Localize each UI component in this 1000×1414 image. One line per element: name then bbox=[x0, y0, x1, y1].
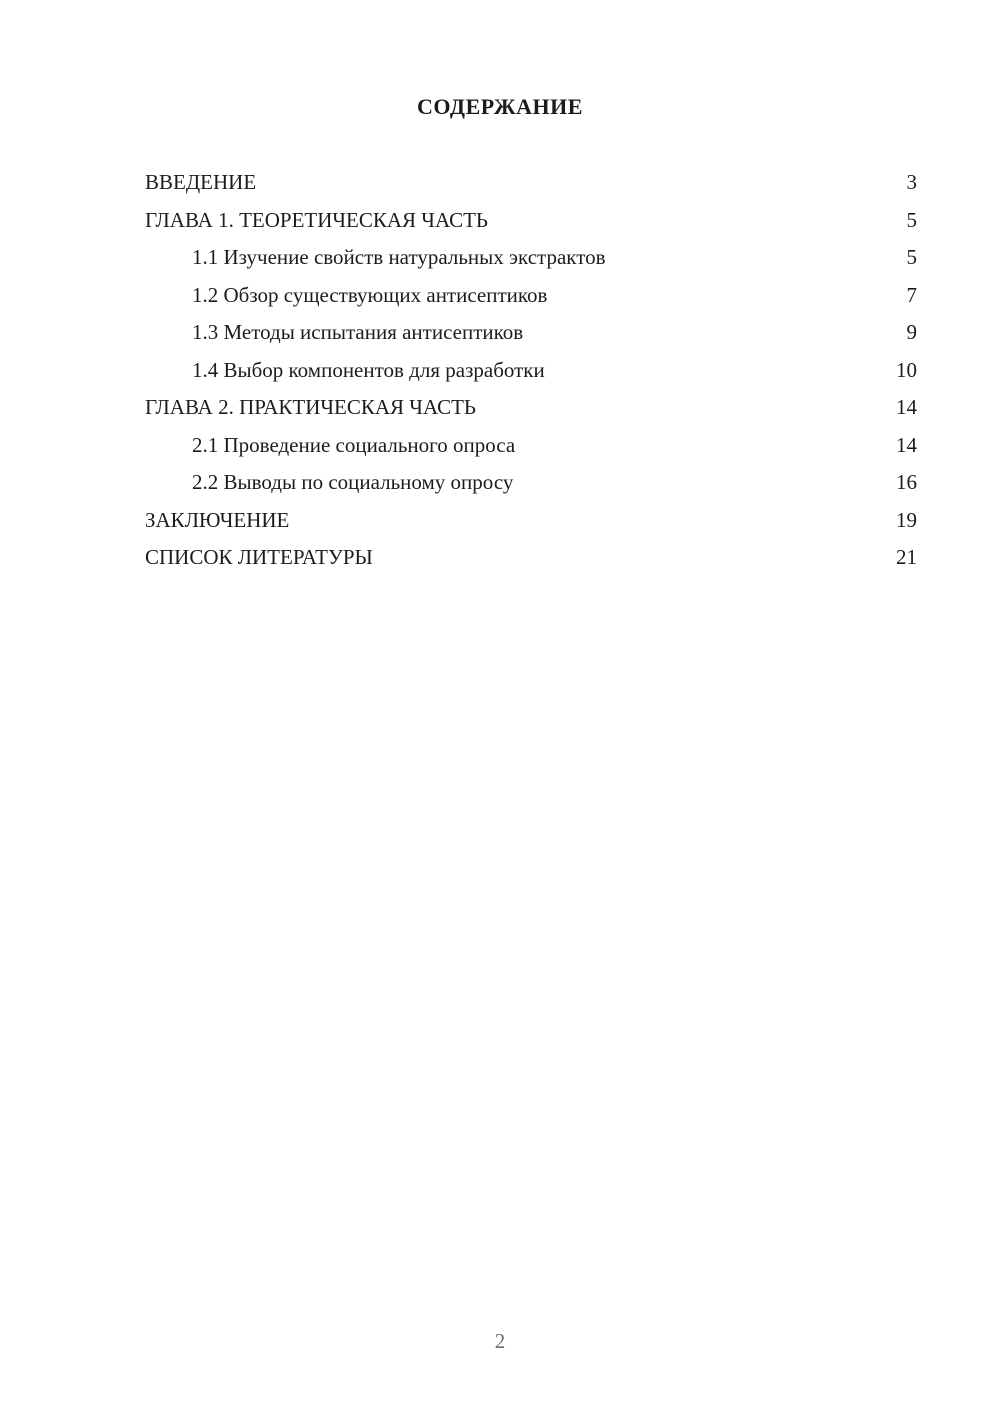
toc-entry-page-number: 10 bbox=[896, 357, 917, 382]
toc-entry-page-number: 5 bbox=[906, 207, 917, 232]
toc-entry-page-number: 21 bbox=[896, 545, 917, 569]
toc-entry-label: 1.1 Изучение свойств натуральных экстрактов bbox=[192, 245, 606, 269]
toc-entry-page-number: 3 bbox=[906, 170, 917, 194]
toc-entry bbox=[145, 202, 917, 240]
toc-entry bbox=[145, 464, 917, 502]
toc-entry bbox=[145, 539, 917, 577]
toc-entry bbox=[145, 314, 917, 352]
toc-entry-page-number: 5 bbox=[906, 245, 917, 269]
toc-entry bbox=[145, 277, 917, 315]
toc-entry bbox=[145, 164, 917, 202]
toc-entry-label: ЗАКЛЮЧЕНИЕ bbox=[145, 507, 290, 532]
toc-entry bbox=[145, 502, 917, 540]
footer-page-number: 2 bbox=[494, 1329, 506, 1353]
toc-entry bbox=[145, 352, 917, 390]
toc-entry-label: 1.3 Методы испытания антисептиков bbox=[192, 320, 524, 344]
toc-entry-page-number: 16 bbox=[896, 470, 917, 494]
page-title: СОДЕРЖАНИЕ bbox=[417, 94, 583, 119]
toc-entry-label: СПИСОК ЛИТЕРАТУРЫ bbox=[145, 545, 373, 569]
toc-list bbox=[145, 164, 917, 577]
toc-entry bbox=[145, 239, 917, 277]
toc-entry-label: 2.1 Проведение социального опроса bbox=[192, 432, 516, 457]
toc-entry bbox=[145, 427, 917, 465]
toc-entry-label: ВВЕДЕНИЕ bbox=[145, 170, 257, 194]
toc-entry-label: ГЛАВА 1. ТЕОРЕТИЧЕСКАЯ ЧАСТЬ bbox=[145, 207, 488, 232]
toc-entry-page-number: 19 bbox=[896, 507, 917, 532]
toc-entry-label: 1.2 Обзор существующих антисептиков bbox=[192, 282, 548, 307]
toc-entry-page-number: 7 bbox=[906, 282, 917, 307]
toc-entry bbox=[145, 389, 917, 427]
toc-entry-page-number: 14 bbox=[896, 432, 917, 457]
toc-entry-label: 1.4 Выбор компонентов для разработки bbox=[192, 357, 545, 382]
toc-entry-label: ГЛАВА 2. ПРАКТИЧЕСКАЯ ЧАСТЬ bbox=[145, 395, 476, 419]
toc-entry-page-number: 9 bbox=[906, 320, 917, 344]
toc-entry-page-number: 14 bbox=[896, 395, 917, 419]
toc-entry-label: 2.2 Выводы по социальному опросу bbox=[192, 470, 514, 494]
